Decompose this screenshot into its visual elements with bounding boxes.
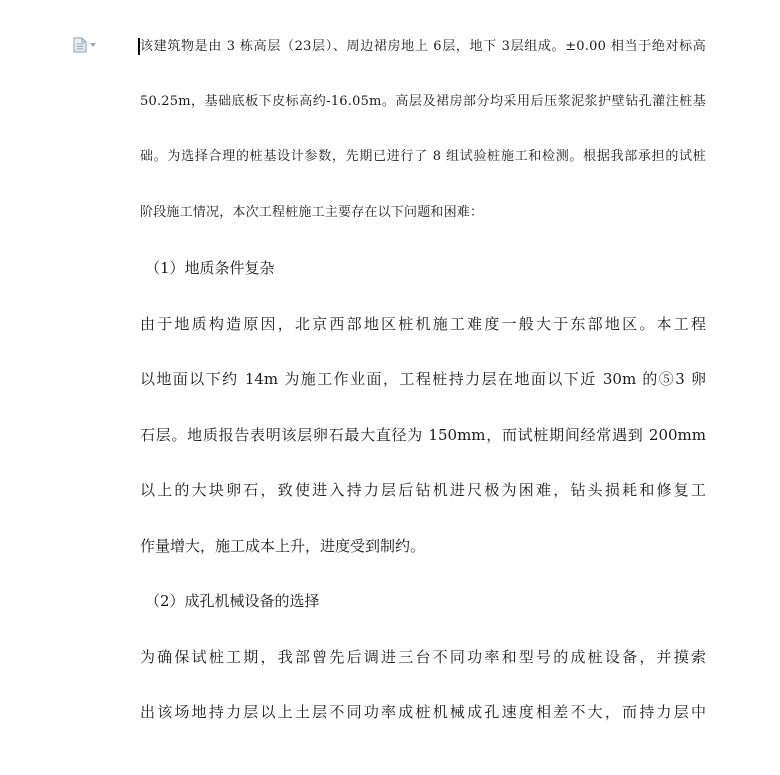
paragraph-line-2: 50.25m，基础底板下皮标高约-16.05m。高层及裙房部分均采用后压浆泥浆护壁钻孔灌注桩基 <box>140 94 706 109</box>
section-heading-1: （1）地质条件复杂 <box>145 259 275 277</box>
paragraph-line-9: 作量增大，施工成本上升，进度受到制约。 <box>140 537 426 555</box>
paragraph-line-1: 该建筑物是由 3 栋高层（23层）、周边裙房地上 6层，地下 3层组成。±0.00 相当于绝对标高 <box>140 39 706 54</box>
document-icon <box>73 37 87 53</box>
chevron-down-icon <box>90 43 96 47</box>
paragraph-line-11: 出该场地持力层以上土层不同功率成桩机械成孔速度相差不大，而持力层中 <box>140 703 706 721</box>
section-heading-2: （2）成孔机械设备的选择 <box>145 592 320 610</box>
paragraph-line-8: 以上的大块卵石，致使进入持力层后钻机进尺极为困难，钻头损耗和修复工 <box>140 481 706 499</box>
paragraph-line-5: 由于地质构造原因，北京西部地区桩机施工难度一般大于东部地区。本工程 <box>140 315 706 333</box>
paragraph-line-7: 石层。地质报告表明该层卵石最大直径为 150mm，而试桩期间经常遇到 200mm <box>140 426 706 444</box>
paragraph-line-3: 础。为选择合理的桩基设计参数，先期已进行了 8 组试验桩施工和检测。根据我部承担的试桩 <box>140 149 706 164</box>
paragraph-line-4: 阶段施工情况，本次工程桩施工主要存在以下问题和困难： <box>140 205 484 220</box>
document-menu[interactable] <box>73 37 103 53</box>
paragraph-line-10: 为确保试桩工期，我部曾先后调进三台不同功率和型号的成桩设备，并摸索 <box>140 648 706 666</box>
paragraph-line-6: 以地面以下约 14m 为施工作业面，工程桩持力层在地面以下近 30m 的⑤3 卵 <box>140 370 706 388</box>
